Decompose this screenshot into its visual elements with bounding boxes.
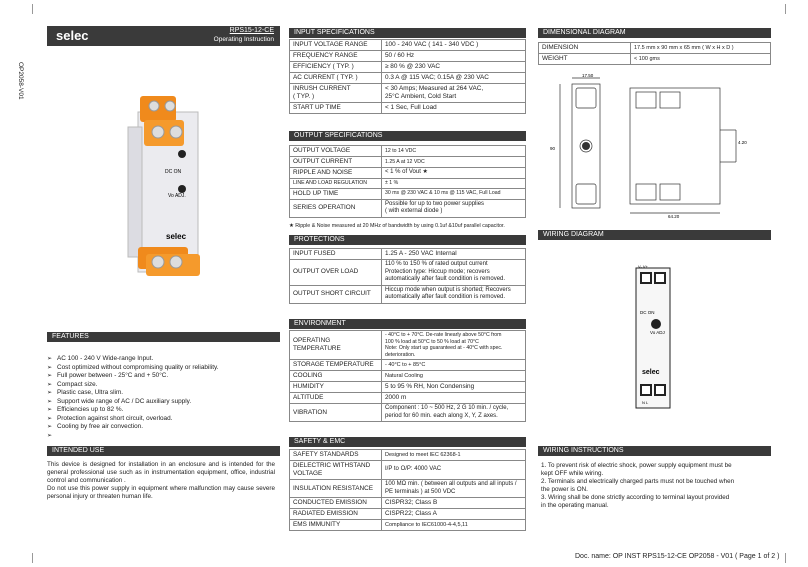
crop-mark [775,4,786,14]
spec-key: OUTPUT CURRENT [290,157,382,168]
spec-value: Designed to meet IEC 62368-1 [382,450,526,461]
spec-key: OUTPUT SHORT CIRCUIT [290,285,382,303]
dim-label-height: 90 [550,146,556,151]
protections-table [289,248,526,304]
spec-key: EFFICIENCY ( TYP. ) [290,62,382,73]
spec-value: Compliance to IEC61000-4-4,5,11 [382,520,526,531]
table-row [290,498,526,509]
wiring-instructions-list [541,462,771,510]
list-item [47,432,277,441]
product-image [118,92,228,282]
table-row [290,179,526,189]
spec-value: < 30 Amps; Measured at 264 VAC, 25°C Ambient, Cold Start [382,84,526,103]
intended-use-paragraph: This device is designed for installation in an enclosure and is intended for the general professional use such as in instrumentation equipment, office, industrial control and communication . [47,461,275,484]
list-item: ➢ AC 100 - 240 V Wide-range Input. [47,355,277,364]
spec-value: 0.3 A @ 115 VAC; 0.15A @ 230 VAC [382,73,526,84]
spec-value: 100 MΩ min. ( between all outputs and all inputs / PE terminals ) at 500 VDC [382,480,526,498]
wiring-diagram [620,262,690,412]
spec-key: EMS IMMUNITY [290,520,382,531]
table-row [290,520,526,531]
table-row [290,404,526,422]
spec-value: 110 % to 150 % of rated output current Protection type: Hiccup mode; recovers automatically after fault condition is removed. [382,260,526,286]
spec-key: DIMENSION [539,43,631,54]
intended-use-title: INTENDED USE [47,446,280,456]
spec-key: INSULATION RESISTANCE [290,480,382,498]
table-row [539,54,771,65]
table-row [290,40,526,51]
environment-table [289,330,526,422]
wiring-vo-adj: Vo ADJ [650,330,665,335]
table-row [290,188,526,199]
spec-key: OPERATING TEMPERATURE [290,331,382,360]
list-item: ➢ Cooling by free air convection. [47,423,277,432]
spec-value: ≥ 80 % @ 230 VAC [382,62,526,73]
dim-label-slot: 4.20 [738,140,747,145]
spec-value: 1.25 A - 250 VAC Internal [382,249,526,260]
spec-key: RADIATED EMISSION [290,509,382,520]
crop-mark [32,4,43,14]
footer-doc-name: Doc. name: OP INST RPS15-12-CE OP2058 - V01 ( Page 1 of 2 ) [575,553,780,560]
spec-value: 12 to 14 VDC [382,146,526,157]
spec-key: HOLD UP TIME [290,188,382,199]
spec-value: 2000 m [382,393,526,404]
brand-header [47,26,280,46]
table-row [290,509,526,520]
doc-code: OP2058-V01 [17,62,24,100]
table-row [290,461,526,480]
spec-value: < 1 % of Vout ★ [382,168,526,179]
list-item: ➢ Compact size. [47,381,277,390]
spec-key: STORAGE TEMPERATURE [290,360,382,371]
list-item: ➢ Full power between - 25°C and + 50°C. [47,372,277,381]
output-specs-title: OUTPUT SPECIFICATIONS [289,131,526,141]
list-item: ➢ Cost optimized without compromising quality or reliability. [47,364,277,373]
list-item: 3. Wiring shall be done strictly according to terminal layout provided in the operating manual. [541,494,730,509]
spec-value: - 40°C to + 85°C [382,360,526,371]
table-row [290,103,526,114]
features-list [47,355,277,440]
product-label-brand: selec [166,232,187,241]
output-specs-table [289,145,526,218]
table-row [290,146,526,157]
table-row [290,157,526,168]
spec-value: I/P to O/P: 4000 VAC [382,461,526,480]
spec-key: LINE AND LOAD REGULATION [290,179,382,189]
table-row [290,260,526,286]
wiring-dc-on: DC ON [640,310,655,315]
wiring-bottom-terms: N L [642,400,649,405]
spec-key: FREQUENCY RANGE [290,51,382,62]
wiring-top-terms: V- V+ [638,264,648,269]
spec-value: 30 ms @ 230 VAC & 10 ms @ 115 VAC, Full Load [382,188,526,199]
input-specs-table [289,39,526,114]
list-item: 1. To prevent risk of electric shock, power supply equipment must be kept OFF while wiring. [541,462,732,477]
intended-use-paragraph: Do not use this power supply in equipment where malfunction may cause severe personal injury or threaten human life. [47,485,275,500]
spec-key: DIELECTRIC WITHSTAND VOLTAGE [290,461,382,480]
spec-key: OUTPUT VOLTAGE [290,146,382,157]
spec-value: Component : 10 ~ 500 Hz, 2 G 10 min. / cycle, period for 60 min. each along X, Y, Z axes. [382,404,526,422]
spec-value: 1.25 A at 12 VDC [382,157,526,168]
intended-use-text [47,461,275,501]
subtitle: Operating Instruction [213,36,274,43]
spec-key: AC CURRENT ( TYP. ) [290,73,382,84]
table-row [290,249,526,260]
table-row [290,393,526,404]
list-item: ➢ Efficiencies up to 82 %. [47,406,277,415]
list-item: 2. Terminals and electrically charged parts must not be touched when the power is ON. [541,478,735,493]
spec-value: - 40°C to + 70°C. De-rate linearly above 50°C from 100 % load at 50°C to 50 % load at 70°C Note: Only start up guaranteed at - 40°C with spec. deterioration. [382,331,526,360]
spec-key: COOLING [290,371,382,382]
table-row [539,43,771,54]
spec-value: < 1 Sec, Full Load [382,103,526,114]
spec-key: ALTITUDE [290,393,382,404]
dimensional-table [538,42,771,65]
wiring-diagram-title: WIRING DIAGRAM [538,230,771,240]
spec-value: ± 1 % [382,179,526,189]
dimensional-diagram [540,70,772,220]
dimensional-title: DIMENSIONAL DIAGRAM [538,28,771,38]
table-row [290,331,526,360]
safety-table [289,449,526,531]
table-row [290,450,526,461]
protections-title: PROTECTIONS [289,235,526,245]
model-number: RPS15-12-CE [229,27,274,34]
spec-key: VIBRATION [290,404,382,422]
spec-key: INPUT FUSED [290,249,382,260]
crop-mark [32,553,43,563]
spec-key: WEIGHT [539,54,631,65]
spec-value: CISPR22; Class A [382,509,526,520]
table-row [290,73,526,84]
spec-key: START UP TIME [290,103,382,114]
spec-value: 50 / 60 Hz [382,51,526,62]
spec-key: INRUSH CURRENT ( TYP. ) [290,84,382,103]
input-specs-title: INPUT SPECIFICATIONS [289,28,526,38]
list-item: ➢ Plastic case, Ultra slim. [47,389,277,398]
spec-value: 17.5 mm x 90 mm x 65 mm ( W x H x D ) [631,43,771,54]
spec-key: SERIES OPERATION [290,199,382,217]
table-row [290,360,526,371]
spec-value: Natural Cooling [382,371,526,382]
spec-key: CONDUCTED EMISSION [290,498,382,509]
spec-value: Hiccup mode when output is shorted; Recovers automatically after fault condition is removed. [382,285,526,303]
spec-key: SAFETY STANDARDS [290,450,382,461]
wiring-brand: selec [642,369,660,376]
spec-key: INPUT VOLTAGE RANGE [290,40,382,51]
table-row [290,199,526,217]
list-item: ➢ Protection against short circuit, overload. [47,415,277,424]
spec-value: 5 to 95 % RH, Non Condensing [382,382,526,393]
spec-key: OUTPUT OVER LOAD [290,260,382,286]
table-row [290,285,526,303]
spec-value: < 100 gms [631,54,771,65]
table-row [290,480,526,498]
table-row [290,84,526,103]
product-label-vo-adj: Vo ADJ. [168,193,186,199]
brand-logo: selec [56,28,89,43]
safety-title: SAFETY & EMC [289,437,526,447]
dim-label-depth: 64.20 [668,214,680,219]
ripple-note: ★ Ripple & Noise measured at 20 MHz of bandwidth by using 0.1uf &10uf parallel capacitor. [289,223,505,229]
table-row [290,168,526,179]
table-row [290,62,526,73]
wiring-instructions-title: WIRING INSTRUCTIONS [538,446,771,456]
spec-key: RIPPLE AND NOISE [290,168,382,179]
spec-value: Possible for up to two power supplies ( with external diode ) [382,199,526,217]
table-row [290,371,526,382]
spec-key: HUMIDITY [290,382,382,393]
product-label-dc-on: DC ON [165,169,182,175]
features-title: FEATURES [47,332,280,342]
list-item: ➢ Support wide range of AC / DC auxiliary supply. [47,398,277,407]
environment-title: ENVIRONMENT [289,319,526,329]
table-row [290,51,526,62]
spec-value: 100 - 240 VAC ( 141 - 340 VDC ) [382,40,526,51]
spec-value: CISPR32; Class B [382,498,526,509]
dim-label-width: 17.50 [582,73,594,78]
table-row [290,382,526,393]
